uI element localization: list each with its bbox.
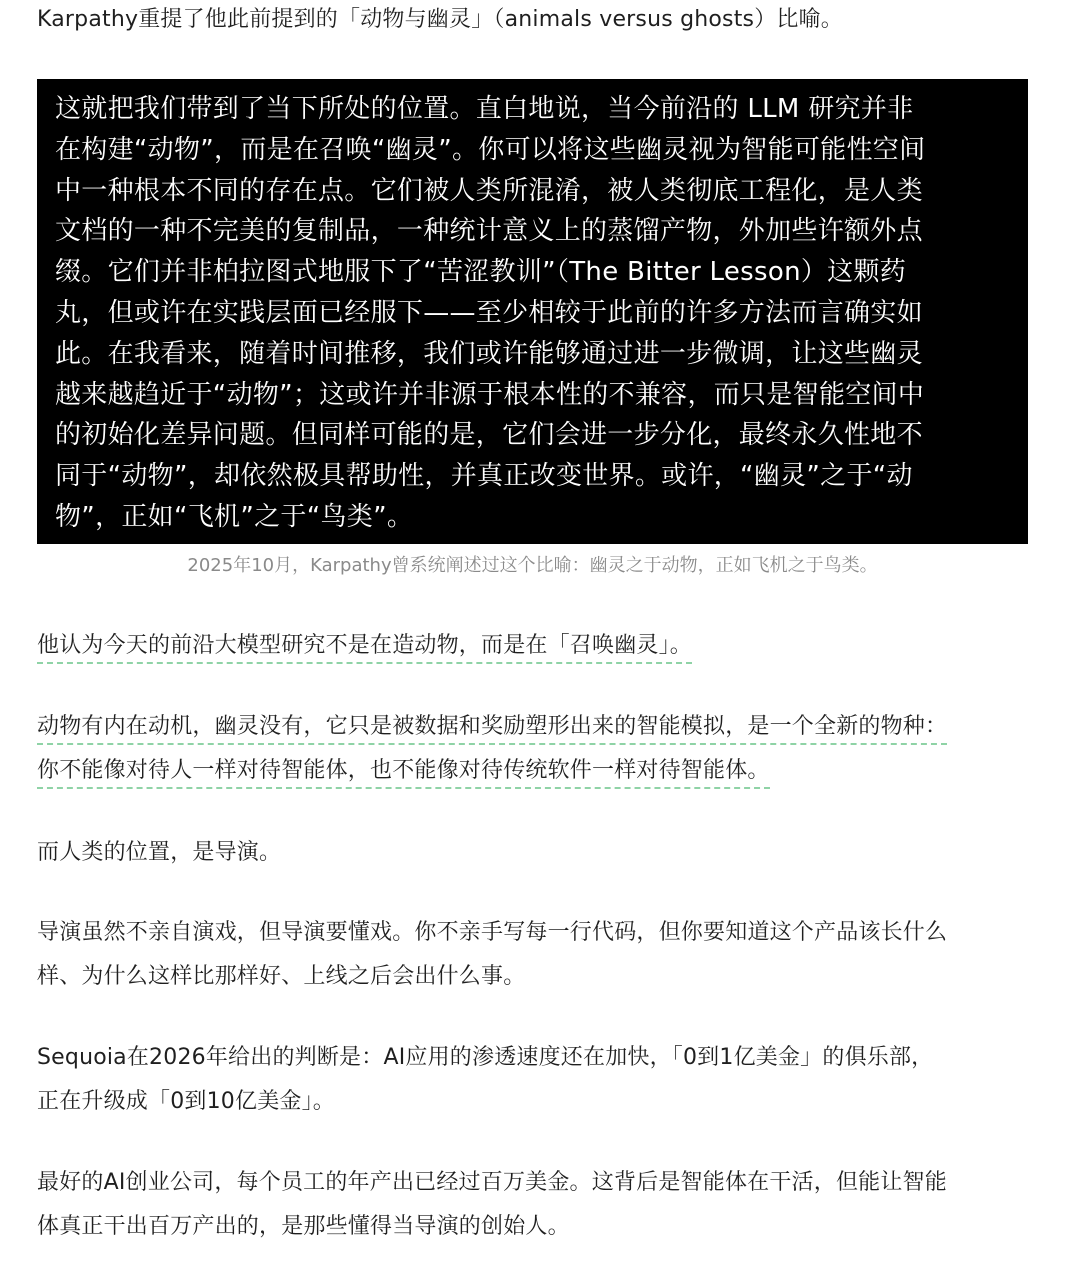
paragraph-director-role [37,911,947,999]
highlighted-text[interactable]: 你不能像对待人一样对待智能体，也不能像对待传统软件一样对待智能体。 [37,758,770,789]
quote-line: 同于“动物”，却依然极具帮助性，并真正改变世界。或许，“幽灵”之于“动 [55,461,913,492]
quote-line: 物”，正如“飞机”之于“鸟类”。 [55,501,414,532]
paragraph-line: Sequoia在2026年给出的判断是：AI应用的渗透速度还在加快，「0到1亿美金」的俱乐部， [37,1045,934,1070]
paragraph-line: 最好的AI创业公司，每个员工的年产出已经过百万美金。这背后是智能体在干活，但能让智能 [37,1170,947,1195]
paragraph-line: 正在升级成「0到10亿美金」。 [37,1089,335,1114]
paragraph-best-startups [37,1161,947,1249]
quote-line: 此。在我看来，随着时间推移，我们或许能够通过进一步微调，让这些幽灵 [55,338,923,369]
paragraph-line: 样、为什么这样比那样好、上线之后会出什么事。 [37,964,526,989]
paragraph-line: 体真正干出百万产出的，是那些懂得当导演的创始人。 [37,1214,570,1239]
paragraph-sequoia [37,1036,933,1124]
paragraph-line: 导演虽然不亲自演戏，但导演要懂戏。你不亲手写每一行代码，但你要知道这个产品该长什么 [37,920,948,945]
quote-image [37,79,1028,544]
quote-line: 的初始化差异问题。但同样可能的是，它们会进一步分化，最终永久性地不 [55,420,923,451]
quote-line: 中一种根本不同的存在点。它们被人类所混淆，被人类彻底工程化，是人类 [55,175,923,206]
quote-line: 在构建“动物”，而是在召唤“幽灵”。你可以将这些幽灵视为智能可能性空间 [55,134,926,165]
quote-line: 文档的一种不完美的复制品，一种统计意义上的蒸馏产物，外加些许额外点 [55,216,923,247]
intro-paragraph: Karpathy重提了他此前提到的「动物与幽灵」（animals versus ghosts）比喻。 [37,7,843,32]
quote-line: 丸，但或许在实践层面已经服下——至少相较于此前的许多方法而言确实如 [55,297,923,328]
highlighted-text[interactable]: 动物有内在动机，幽灵没有，它只是被数据和奖励塑形出来的智能模拟，是一个全新的物种： [37,714,947,745]
quote-line: 缀。它们并非柏拉图式地服下了“苦涩教训”（The Bitter Lesson）这颗药 [55,257,907,288]
paragraph-summoning-ghosts [37,624,692,668]
quote-line: 越来越趋近于“动物”；这或许并非源于根本性的不兼容，而只是智能空间中 [55,379,925,410]
image-caption: 2025年10月，Karpathy曾系统阐述过这个比喻：幽灵之于动物，正如飞机之于鸟类。 [187,555,878,576]
quote-line: 这就把我们带到了当下所处的位置。直白地说，当今前沿的 LLM 研究并非 [55,94,914,124]
paragraph-director: 而人类的位置，是导演。 [37,840,282,865]
highlighted-text[interactable]: 他认为今天的前沿大模型研究不是在造动物，而是在「召唤幽灵」。 [37,633,692,664]
paragraph-new-species [37,705,947,793]
